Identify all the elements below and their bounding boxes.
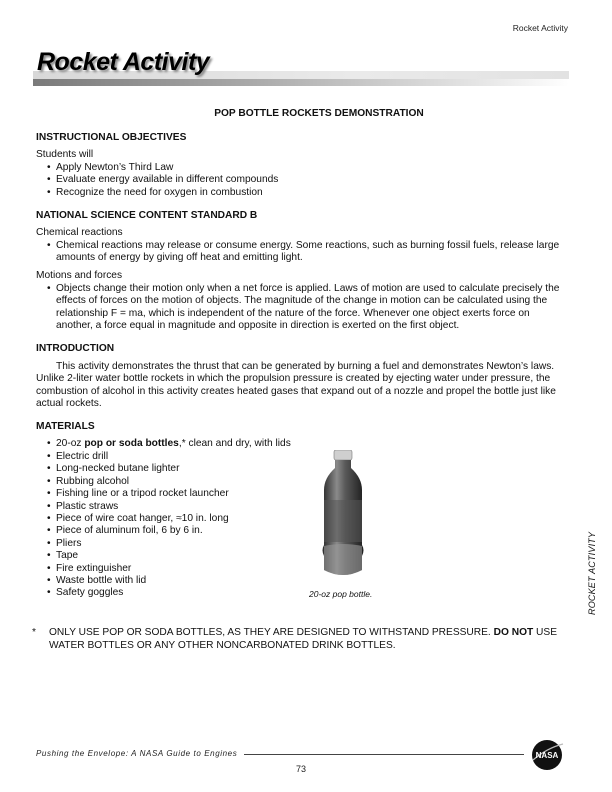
introduction-heading: INTRODUCTION xyxy=(36,342,115,354)
material-suffix: ,* clean and dry, with lids xyxy=(178,438,291,450)
standard-group-label: Chemical reactions xyxy=(36,227,123,239)
page-number: 73 xyxy=(296,764,307,774)
materials-heading: MATERIALS xyxy=(36,420,95,432)
title-bar-dark xyxy=(33,79,569,86)
materials-area xyxy=(36,438,566,598)
nasa-logo-icon xyxy=(530,738,564,772)
list-item: • Electric drill xyxy=(36,451,566,463)
list-item: • Evaluate energy available in different compounds xyxy=(36,174,566,187)
material-emphasis: pop or soda bottles xyxy=(84,438,179,450)
list-item: • Piece of aluminum foil, 6 by 6 in. xyxy=(36,525,566,537)
list-item: • Piece of wire coat hanger, ≈10 in. long xyxy=(36,513,566,525)
standard-group-list xyxy=(36,283,566,333)
list-item: • Rubbing alcohol xyxy=(36,476,566,488)
standard-group-label: Motions and forces xyxy=(36,269,123,281)
objectives-list xyxy=(36,162,566,200)
list-item: • Recognize the need for oxygen in combustion xyxy=(36,187,566,200)
list-item: • Waste bottle with lid xyxy=(36,575,566,587)
standard-group-list xyxy=(36,240,566,265)
footnote xyxy=(32,626,566,652)
title-banner xyxy=(33,48,569,88)
list-item xyxy=(36,438,566,450)
list-item: • Pliers xyxy=(36,538,566,550)
image-caption: 20-oz pop bottle. xyxy=(309,589,373,600)
side-section-label: ROCKET ACTIVITY xyxy=(587,531,597,615)
pop-bottle-image xyxy=(318,450,368,578)
main-content xyxy=(36,108,566,598)
footnote-text xyxy=(36,626,566,652)
list-item: • Fire extinguisher xyxy=(36,563,566,575)
running-head: Rocket Activity xyxy=(512,23,568,33)
page-title: Rocket Activity xyxy=(37,48,210,76)
list-item: • Tape xyxy=(36,550,566,562)
list-item: • Chemical reactions may release or consume energy. Some reactions, such as burning fossil fuels, release large amounts of energy by giving off heat and emitting light. xyxy=(36,240,566,265)
objectives-lead: Students will xyxy=(36,149,94,161)
activity-heading: POP BOTTLE ROCKETS DEMONSTRATION xyxy=(214,108,424,119)
list-item: • Objects change their motion only when a net force is applied. Laws of motion are used to calculate precisely the effects of forces on the motion of objects. The magnitude of the change in motion can be calculated using the relationship F = ma, which is independent of the nature of the force. Whenever one object exerts force on another, a force equal in magnitude and opposite in direction is exerted on the first object. xyxy=(36,283,566,333)
list-item: • Long-necked butane lighter xyxy=(36,463,566,475)
nasa-logo-text: NASA xyxy=(535,751,559,760)
materials-list xyxy=(36,438,566,599)
footnote-text-after: USE WATER BOTTLES OR ANY OTHER NONCARBONATED DRINK BOTTLES. xyxy=(49,627,557,651)
list-item: • Safety goggles xyxy=(36,587,566,599)
standard-heading: NATIONAL SCIENCE CONTENT STANDARD B xyxy=(36,209,258,221)
footnote-emphasis: DO NOT xyxy=(493,627,534,638)
footnote-text-before: ONLY USE POP OR SODA BOTTLES, AS THEY ARE DESIGNED TO WITHSTAND PRESSURE. xyxy=(49,627,494,638)
footnote-marker: * xyxy=(32,627,36,638)
list-item: • Plastic straws xyxy=(36,501,566,513)
list-item: • Apply Newton’s Third Law xyxy=(36,162,566,175)
introduction-text: This activity demonstrates the thrust that can be generated by burning a fuel and demonstrates Newton’s laws. Unlike 2-liter water bottle rockets in which the propulsion pressure is created by ejecting water under pressure, the combustion of alcohol in this activity creates heated gases that expand out of a nozzle and propel the bottle just like actual rockets. xyxy=(36,360,556,410)
list-item: • Fishing line or a tripod rocket launcher xyxy=(36,488,566,500)
material-prefix: 20-oz xyxy=(56,438,85,450)
footer-book-title: Pushing the Envelope: A NASA Guide to Engines xyxy=(36,749,238,758)
objectives-heading: INSTRUCTIONAL OBJECTIVES xyxy=(36,131,187,143)
footer-rule xyxy=(244,754,524,755)
